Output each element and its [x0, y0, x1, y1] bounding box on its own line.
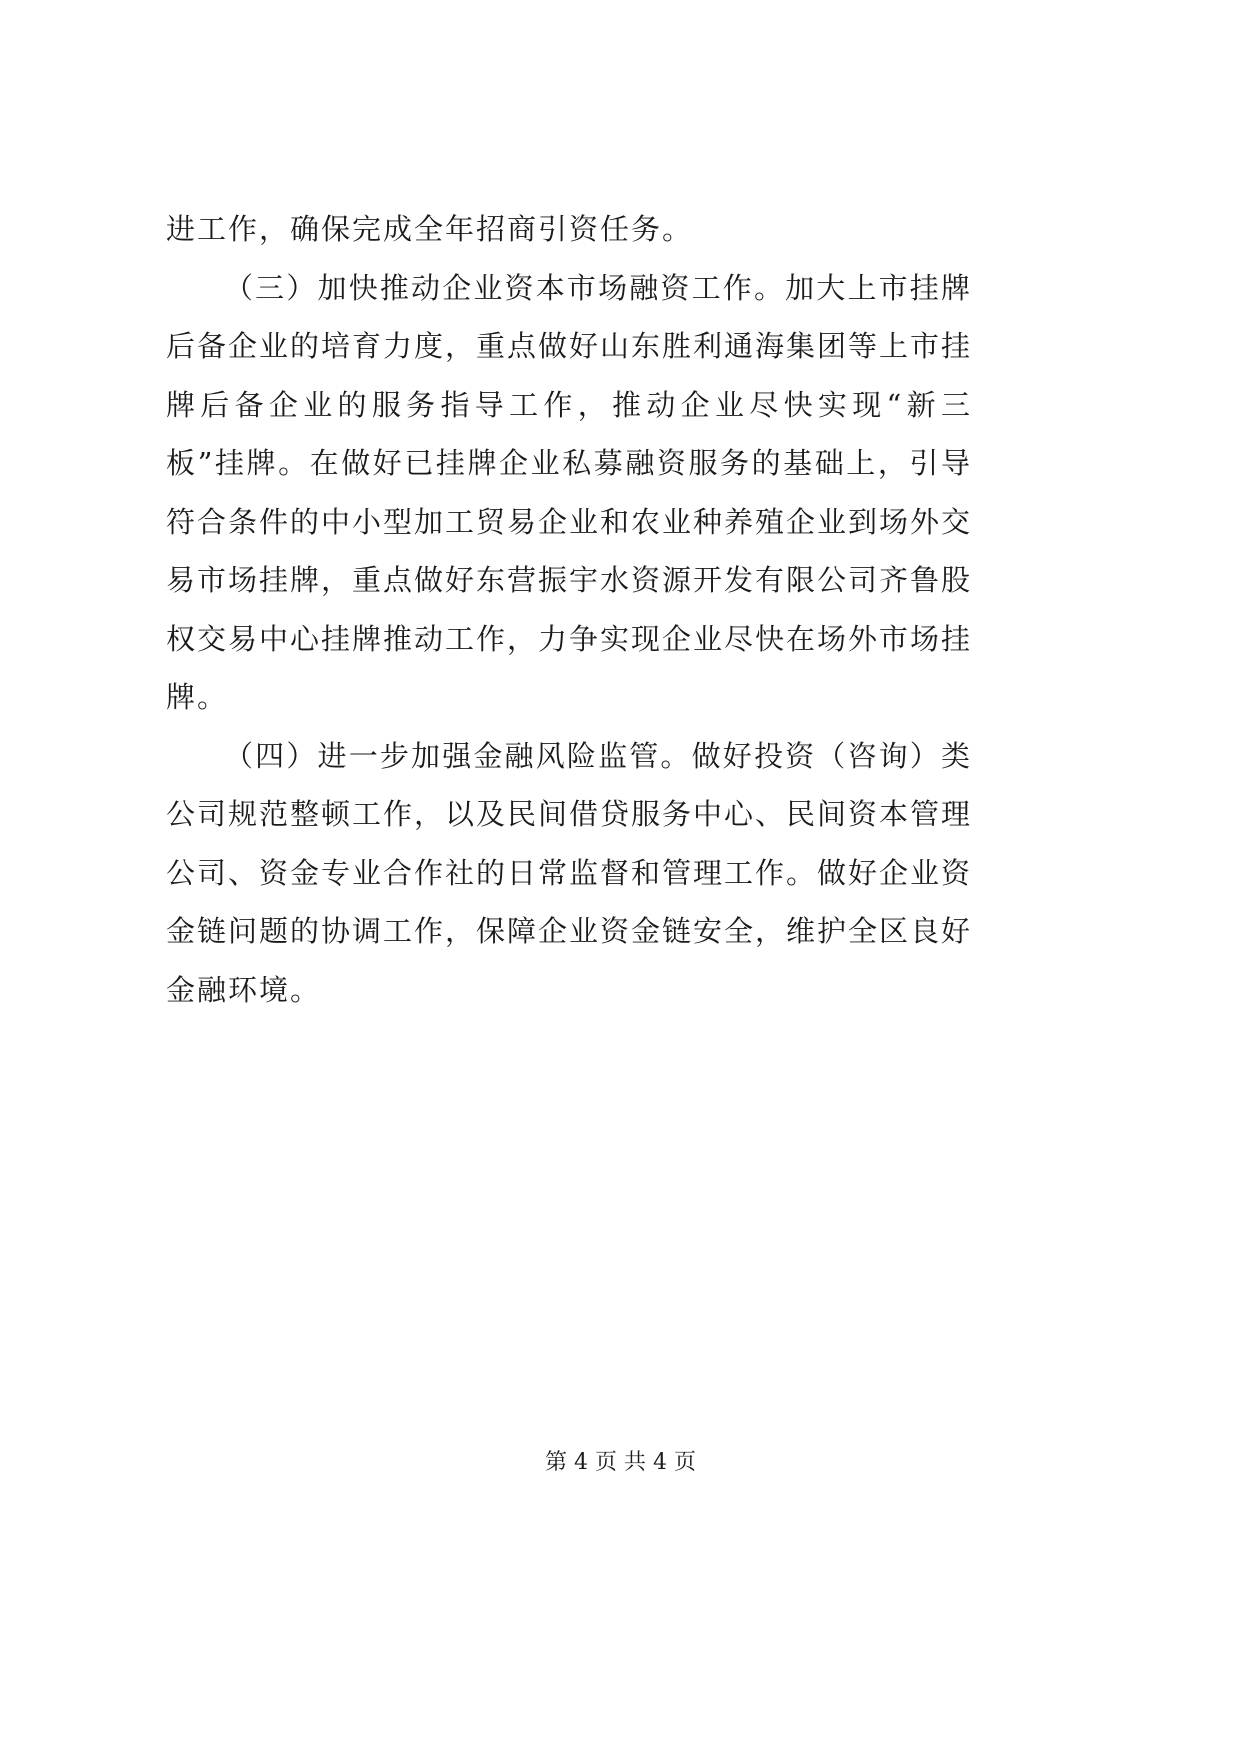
paragraph-section-three: （三）加快推动企业资本市场融资工作。加大上市挂牌后备企业的培育力度，重点做好山东胜利通海集团等上市挂牌后备企业的服务指导工作，推动企业尽快实现“新三板”挂牌。在做好已挂牌企业私募融资服务的基础上，引导符合条件的中小型加工贸易企业和农业种养殖企业到场外交易市场挂牌，重点做好东营振宇水资源开发有限公司齐鲁股权交易中心挂牌推动工作，力争实现企业尽快在场外市场挂牌。	[166, 270, 973, 714]
document-body	[166, 200, 972, 1019]
paragraph-section-four: （四）进一步加强金融风险监管。做好投资（咨询）类公司规范整顿工作，以及民间借贷服务中心、民间资本管理公司、资金专业合作社的日常监督和管理工作。做好企业资金链问题的协调工作，保障企业资金链安全，维护全区良好金融环境。	[166, 738, 973, 1007]
page-number-footer: 第 4 页 共 4 页	[545, 1450, 696, 1475]
paragraph-continuation: 进工作，确保完成全年招商引资任务。	[166, 212, 694, 246]
